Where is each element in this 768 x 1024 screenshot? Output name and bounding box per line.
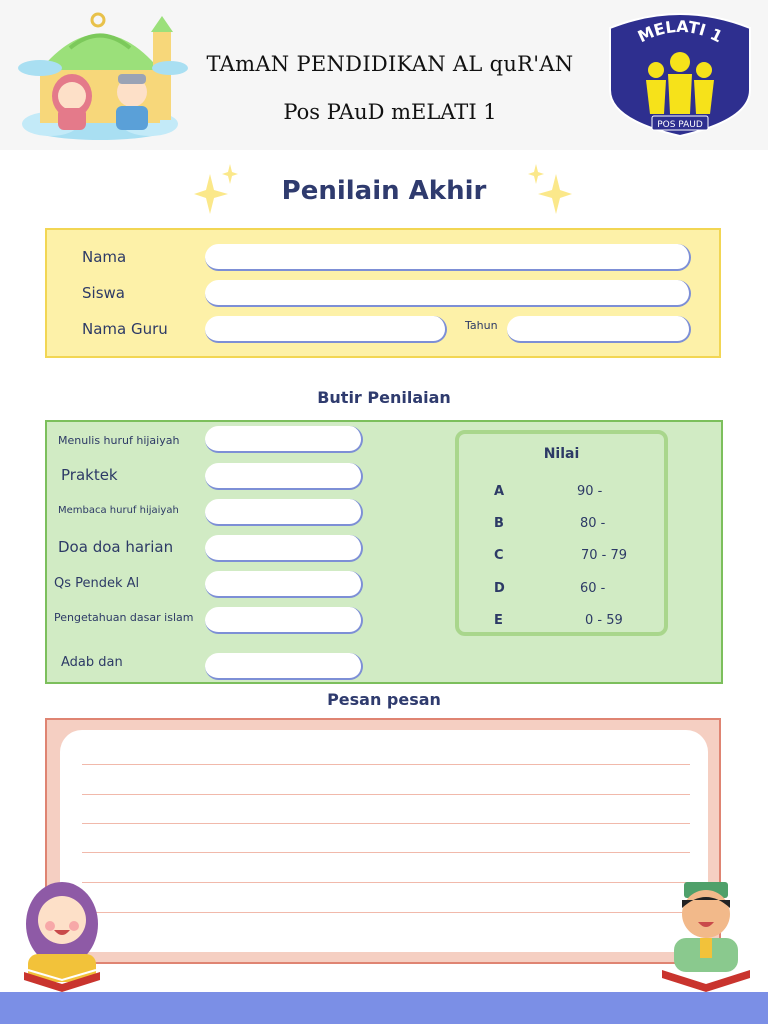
criterion-score-field[interactable]: [205, 426, 363, 453]
criterion-score-field[interactable]: [205, 571, 363, 598]
note-line: [82, 823, 690, 824]
page-title: Penilain Akhir: [281, 176, 487, 206]
criterion-score-field[interactable]: [205, 535, 363, 562]
criterion-label: Pengetahuan dasar islam: [54, 611, 194, 624]
grade-scale-box: [455, 430, 668, 636]
criterion-label: Adab dan: [61, 655, 123, 670]
melati-logo: [606, 10, 754, 138]
criterion-score-field[interactable]: [205, 463, 363, 490]
criterion-score-field[interactable]: [205, 607, 363, 634]
school-subname: Pos PAuD mELATI 1: [283, 100, 497, 124]
criterion-label: Doa doa harian: [58, 538, 174, 556]
mosque-kids-illustration: [10, 8, 190, 148]
nama-guru-field[interactable]: [205, 316, 447, 343]
note-line: [82, 794, 690, 795]
criterion-label: Menulis huruf hijaiyah: [58, 434, 180, 447]
criterion-score-field[interactable]: [205, 653, 363, 680]
tahun-field[interactable]: [507, 316, 691, 343]
grade-letter: C: [494, 548, 504, 563]
siswa-field[interactable]: [205, 280, 691, 307]
nama-guru-label: Nama Guru: [82, 320, 168, 338]
nama-field[interactable]: [205, 244, 691, 271]
logo-text-top: MELATI 1: [634, 16, 726, 47]
messages-heading: Pesan pesan: [327, 690, 441, 709]
messages-textarea[interactable]: [60, 730, 708, 952]
girl-reading-quran-illustration: [10, 876, 114, 994]
siswa-label: Siswa: [82, 284, 125, 302]
criterion-score-field[interactable]: [205, 499, 363, 526]
grade-letter: D: [494, 581, 505, 596]
criterion-label: Membaca huruf hijaiyah: [58, 505, 179, 516]
criteria-heading: Butir Penilaian: [317, 388, 451, 407]
boy-reading-quran-illustration: [656, 880, 756, 994]
grade-letter: B: [494, 516, 504, 531]
grade-range: 90 -: [577, 484, 603, 499]
grade-letter: A: [494, 484, 505, 499]
criterion-label: Qs Pendek Al: [54, 576, 140, 591]
footer-bar: [0, 992, 768, 1024]
grade-scale-title: Nilai: [543, 446, 580, 462]
criterion-label: Praktek: [61, 466, 118, 484]
note-line: [82, 852, 690, 853]
school-name: TAmAN PENDIDIKAN AL quR'AN: [206, 52, 574, 76]
sparkle-icon: [528, 164, 572, 214]
nama-label: Nama: [82, 248, 127, 266]
grade-range: 0 - 59: [585, 613, 623, 628]
note-line: [82, 882, 690, 883]
grade-letter: E: [494, 613, 503, 628]
grade-range: 60 -: [580, 581, 606, 596]
logo-text-bottom: POS PAUD: [657, 120, 703, 130]
note-line: [82, 764, 690, 765]
grade-range: 80 -: [580, 516, 606, 531]
tahun-label: Tahun: [465, 319, 498, 332]
note-line: [82, 912, 690, 913]
header: [0, 0, 768, 150]
grade-range: 70 - 79: [581, 548, 628, 563]
